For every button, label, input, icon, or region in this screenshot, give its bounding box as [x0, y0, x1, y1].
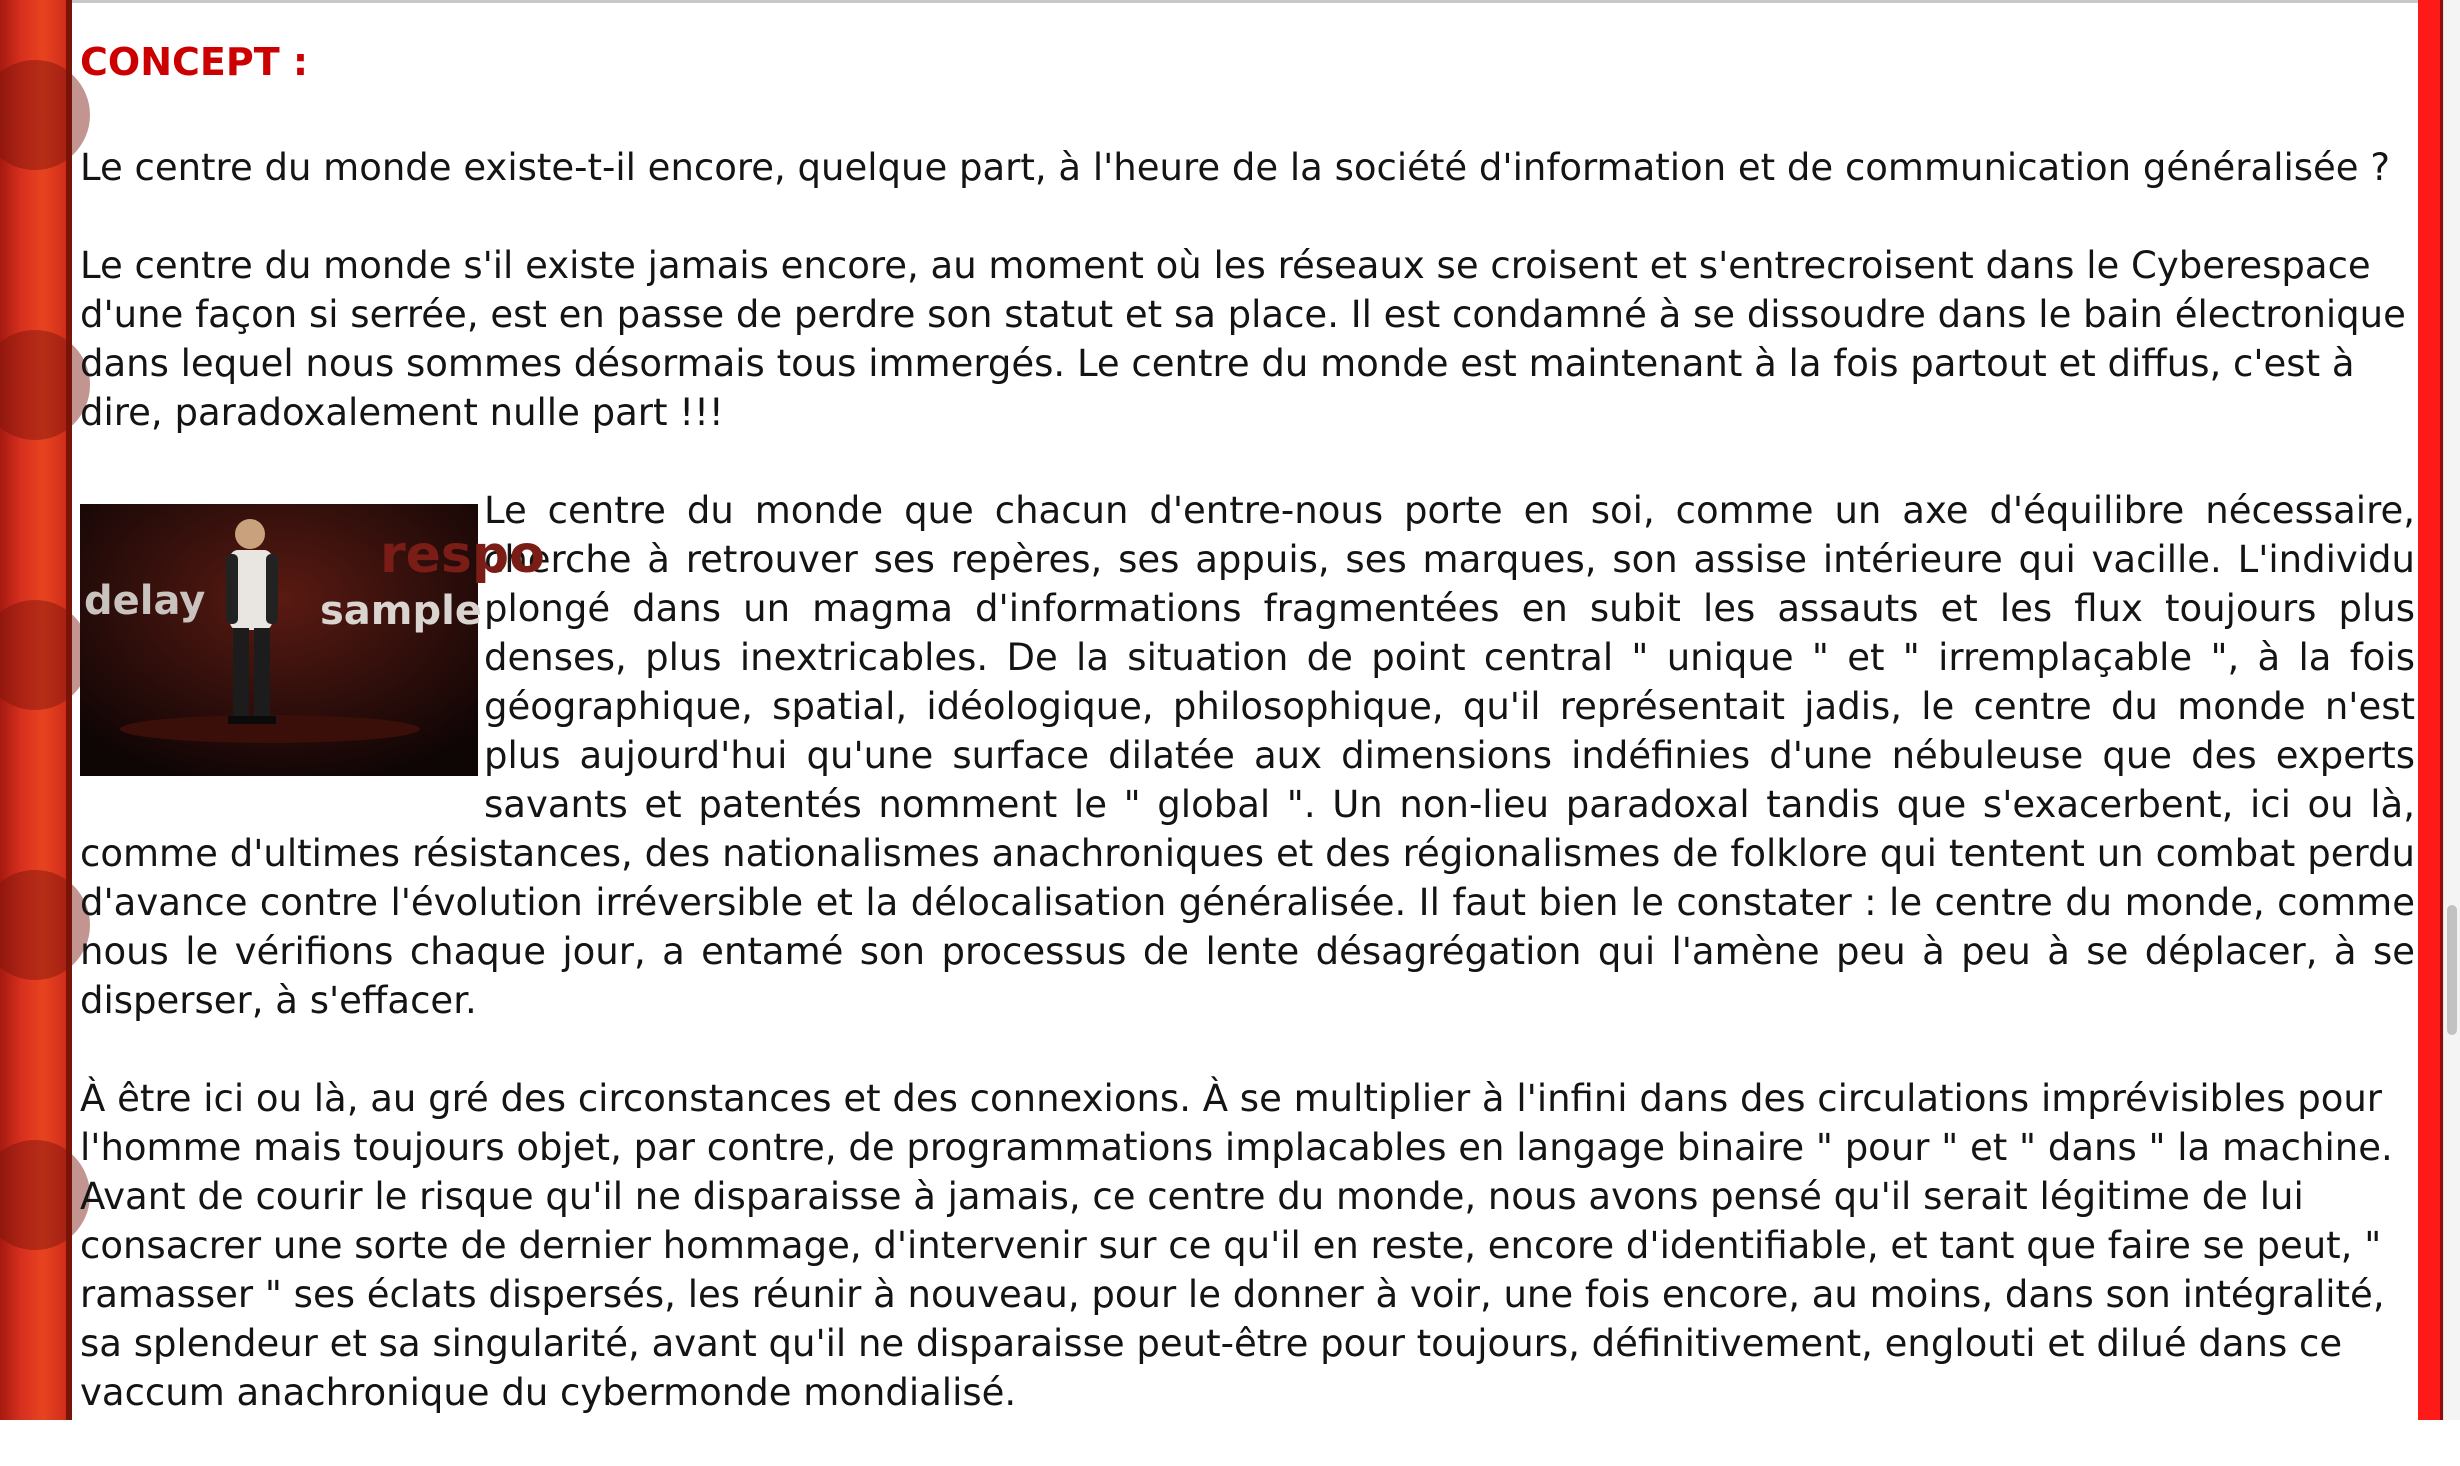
- performer-photo-image: [80, 504, 545, 776]
- left-decorative-border: [0, 0, 72, 1420]
- right-decorative-border: [2418, 0, 2440, 1420]
- border-motif: [0, 1140, 90, 1250]
- photo-word: respo: [380, 525, 545, 585]
- article-content: [80, 30, 2415, 1466]
- figure-head: [235, 519, 265, 549]
- paragraph-global: Le centre du monde que chacun d'entre-nous porte en soi, comme un axe d'équilibre nécessaire, cherche à retrouver ses repères, ses appuis, ses marques, son assise intérieure qui vacille. L'individu plongé dans un magma d'informations fragmentées en subit les assauts et les flux toujours plus denses, plus inextricables. De la situation de point central " unique " et " irremplaçable ", à la fois géographique, spatial, idéologique, philosophique, qu'il représentait jadis, le centre du monde n'est plus aujourd'hui qu'une surface dilatée aux dimensions indéfinies d'une nébuleuse que des experts savants et patentés nomment le " global ". Un non-lieu paradoxal tandis que s'exacerbent, ici ou là, comme d'ultimes résistances, des nationalismes anachroniques et des régionalismes de folklore qui tentent un combat perdu d'avance contre l'évolution irréversible et la délocalisation généralisée. Il faut bien le constater : le centre du monde, comme nous le vérifions chaque jour, a entamé son processus de lente désagrégation qui l'amène peu à peu à se déplacer, à se disperser, à s'effacer.: [80, 489, 2415, 1022]
- paragraph-with-photo: [80, 486, 2415, 1025]
- border-motif: [0, 60, 90, 170]
- border-motif: [0, 870, 90, 980]
- paragraph-intro: Le centre du monde existe-t-il encore, quelque part, à l'heure de la société d'information et de communication généralisée ?: [80, 146, 2390, 189]
- photo-word: delay: [84, 578, 206, 624]
- vertical-scrollbar[interactable]: [2443, 0, 2460, 1420]
- performer-photo: [80, 504, 545, 776]
- figure-leg: [254, 628, 270, 720]
- figure-leg: [233, 628, 249, 720]
- top-divider: [0, 0, 2460, 3]
- border-motif: [0, 600, 90, 710]
- photo-word: sample: [320, 588, 482, 634]
- border-edge: [66, 0, 72, 1420]
- border-motif: [0, 330, 90, 440]
- paragraph-homage: À être ici ou là, au gré des circonstances et des connexions. À se multiplier à l'infini dans des circulations imprévisibles pour l'homme mais toujours objet, par contre, de programmations implacables en langage binaire " pour " et " dans " la machine. Avant de courir le risque qu'il ne disparaisse à jamais, ce centre du monde, nous avons pensé qu'il serait légitime de lui consacrer une sorte de dernier hommage, d'intervenir sur ce qu'il en reste, encore d'identifiable, et tant que faire se peut, " ramasser " ses éclats dispersés, les réunir à nouveau, pour le donner à voir, une fois encore, au moins, dans son intégralité, sa splendeur et sa singularité, avant qu'il ne disparaisse peut-être pour toujours, définitivement, englouti et dilué dans ce vaccum anachronique du cybermonde mondialisé.: [80, 1077, 2393, 1414]
- paragraph-cyberspace: Le centre du monde s'il existe jamais encore, au moment où les réseaux se croisent et s'entrecroisent dans le Cyberespace d'une façon si serrée, est en passe de perdre son statut et sa place. Il est condamné à se dissoudre dans le bain électronique dans lequel nous sommes désormais tous immergés. Le centre du monde est maintenant à la fois partout et diffus, c'est à dire, paradoxalement nulle part !!!: [80, 244, 2406, 434]
- scrollbar-thumb[interactable]: [2447, 905, 2457, 1035]
- section-heading: CONCEPT :: [80, 40, 309, 84]
